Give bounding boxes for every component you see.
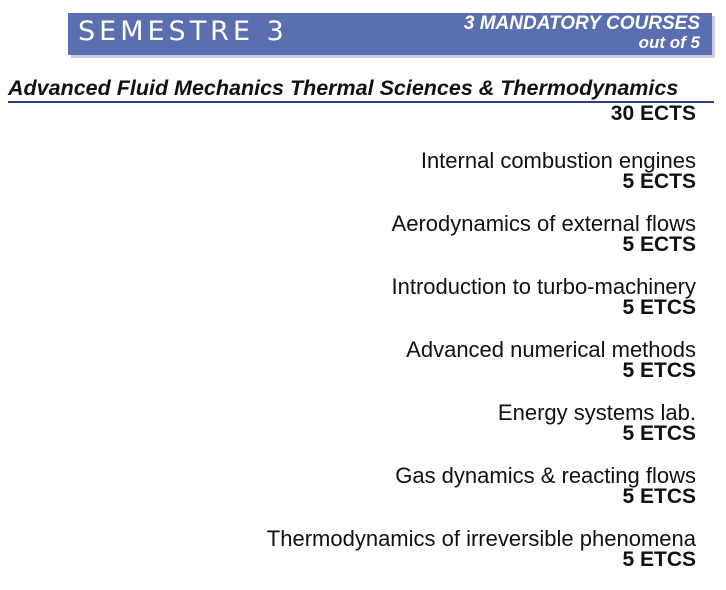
mandatory-courses-count: 3 MANDATORY COURSES bbox=[463, 13, 700, 34]
course-name: Internal combustion engines bbox=[420, 148, 696, 173]
course-ects: 5 ECTS bbox=[622, 233, 696, 256]
course-ects: 5 ETCS bbox=[622, 548, 696, 571]
course-ects: 5 ETCS bbox=[622, 422, 696, 445]
course-name: Thermodynamics of irreversible phenomena bbox=[266, 526, 696, 551]
course-item bbox=[96, 401, 696, 464]
course-item bbox=[96, 464, 696, 527]
semester-title: SEMESTRE 3 bbox=[78, 16, 288, 47]
mandatory-courses-total: out of 5 bbox=[638, 33, 700, 52]
course-item bbox=[96, 527, 696, 590]
course-ects: 5 ECTS bbox=[622, 170, 696, 193]
course-name: Advanced numerical methods bbox=[406, 337, 696, 362]
mandatory-courses-note bbox=[464, 14, 700, 52]
course-name: Energy systems lab. bbox=[497, 400, 696, 425]
semester-header bbox=[68, 13, 712, 55]
course-ects: 5 ETCS bbox=[622, 359, 696, 382]
course-item bbox=[96, 149, 696, 212]
course-name: Aerodynamics of external flows bbox=[391, 211, 696, 236]
course-name: Introduction to turbo-machinery bbox=[391, 274, 696, 299]
course-list bbox=[96, 149, 696, 590]
course-name: Gas dynamics & reacting flows bbox=[395, 463, 696, 488]
course-item bbox=[96, 338, 696, 401]
program-section bbox=[8, 75, 696, 125]
course-item bbox=[96, 275, 696, 338]
program-title: Advanced Fluid Mechanics Thermal Sciences & Thermodynamics bbox=[8, 76, 679, 100]
program-ects: 30 ECTS bbox=[610, 102, 696, 125]
course-item bbox=[96, 212, 696, 275]
course-ects: 5 ETCS bbox=[622, 296, 696, 319]
course-ects: 5 ETCS bbox=[622, 485, 696, 508]
